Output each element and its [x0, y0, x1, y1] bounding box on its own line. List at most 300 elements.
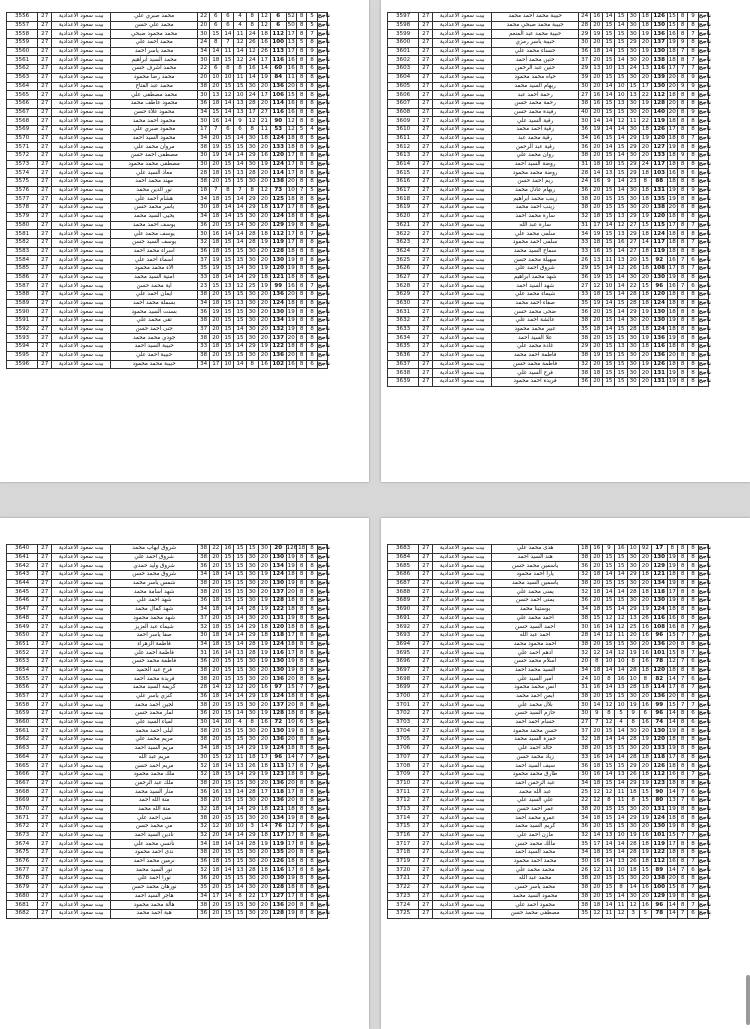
grade-cell: 8 — [688, 805, 698, 814]
grade-cell: 20 — [287, 901, 295, 908]
grade-cell: 27 — [579, 718, 591, 727]
result-status: ناجح — [698, 195, 712, 202]
result-status: ناجح — [317, 117, 331, 124]
seat-number: 3581 — [7, 230, 38, 239]
table-row — [388, 291, 744, 300]
grade-cell: 16 — [668, 771, 676, 778]
grade-cell: 20 — [210, 779, 222, 788]
grade-cell: 16 — [668, 282, 676, 289]
grade-cell: 12 — [591, 909, 603, 918]
grade-cell: 30 — [627, 21, 639, 30]
grade-cell: 14 — [210, 47, 222, 56]
grade-cell: 30 — [246, 256, 258, 265]
grade-cell: 15 — [603, 73, 615, 82]
grade-cell: 15 — [222, 579, 234, 588]
result-status: ناجح — [317, 100, 331, 107]
grade-cell: 27 — [579, 91, 591, 100]
grade-cell: 96 — [651, 901, 667, 910]
grade-cell: 16 — [639, 718, 651, 727]
grade-cell: 11 — [222, 47, 234, 56]
result-status: ناجح — [698, 719, 712, 726]
school-name: بيت سعود الاعدادية — [52, 823, 111, 832]
grade-cell: 15 — [627, 82, 639, 91]
grade-cell: 8 — [296, 160, 306, 169]
grade-cell: 8 — [627, 718, 639, 727]
school-name: بيت سعود الاعدادية — [52, 282, 111, 291]
grade-cell: 28 — [246, 649, 258, 658]
seat-number: 3576 — [7, 186, 38, 195]
grade-cell: 36 — [198, 710, 210, 719]
grade-cell: 15 — [603, 579, 615, 588]
school-name: بيت سعود الاعدادية — [52, 736, 111, 745]
result-status: ناجح — [698, 606, 712, 613]
grade-cell: 8 — [307, 56, 317, 65]
grade-cell: 15 — [603, 334, 615, 343]
school-name: بيت سعود الاعدادية — [52, 360, 111, 369]
grade-cell: 14 — [234, 692, 246, 701]
table-row — [388, 770, 744, 779]
grade-cell: 14 — [615, 605, 627, 614]
grade-cell: 20 — [591, 73, 603, 82]
grade-cell: 20 — [639, 152, 651, 161]
grade-cell: 15 — [603, 308, 615, 317]
seat-number: 3640 — [7, 545, 38, 554]
grade-cell: 124 — [653, 230, 666, 237]
class-number: 27 — [419, 640, 433, 649]
class-number: 27 — [38, 875, 52, 884]
seat-number: 3590 — [7, 308, 38, 317]
result-status: ناجح — [317, 788, 331, 795]
grade-cell: 10 — [603, 65, 615, 74]
grade-cell: 32 — [198, 805, 210, 814]
grade-cell: 30 — [246, 308, 258, 317]
grade-cell: 15 — [603, 553, 615, 562]
grade-cell: 15 — [222, 875, 234, 884]
grade-cell: 28 — [627, 291, 639, 300]
result-status: ناجح — [698, 378, 712, 385]
table-row — [388, 325, 744, 334]
grade-cell: 13 — [591, 256, 603, 265]
result-status: ناجح — [317, 352, 331, 359]
grade-cell: 18 — [287, 134, 295, 141]
grade-cell: 30 — [246, 675, 258, 684]
grade-cell: 8 — [591, 657, 603, 666]
grade-cell: 8 — [688, 753, 698, 762]
grade-cell: 16 — [639, 649, 651, 658]
grade-cell: 8 — [615, 883, 627, 892]
grade-cell: 29 — [627, 212, 639, 221]
student-name: محمود السيد محمد — [492, 892, 579, 901]
grade-cell: 14 — [234, 160, 246, 169]
grade-cell: 28 — [627, 849, 639, 858]
grade-cell: 15 — [603, 823, 615, 832]
school-name: بيت سعود الاعدادية — [433, 805, 492, 814]
grade-cell: 8 — [307, 796, 317, 805]
table-row — [7, 238, 363, 247]
grade-cell: 8 — [688, 640, 698, 649]
class-number: 27 — [38, 727, 52, 736]
grade-cell: 15 — [222, 134, 234, 143]
school-name: بيت سعود الاعدادية — [52, 291, 111, 300]
grade-cell: 6 — [639, 710, 651, 719]
result-status: ناجح — [698, 658, 712, 665]
school-name: بيت سعود الاعدادية — [433, 684, 492, 693]
grade-cell: 30 — [198, 152, 210, 161]
grade-cell: 15 — [234, 562, 246, 571]
grade-cell: 14 — [222, 108, 234, 117]
grade-cell: 76 — [270, 823, 286, 832]
grade-cell: 8 — [603, 710, 615, 719]
grade-cell: 30 — [579, 82, 591, 91]
grade-cell: 15 — [615, 762, 627, 771]
grade-cell: 11 — [615, 788, 627, 797]
grade-cell: 32 — [579, 649, 591, 658]
grade-cell: 20 — [639, 875, 651, 884]
table-row — [7, 30, 363, 39]
table-row — [7, 308, 363, 317]
grade-cell: 14 — [234, 614, 246, 623]
grade-cell: 8 — [688, 317, 698, 326]
table-row — [388, 779, 744, 788]
table-row — [7, 875, 363, 884]
grade-cell: 24 — [246, 56, 258, 65]
grade-cell: 8 — [307, 308, 317, 317]
school-name: بيت سعود الاعدادية — [52, 744, 111, 753]
grade-cell: 20 — [258, 317, 270, 326]
grade-cell: 8 — [296, 875, 306, 884]
grade-cell: 96 — [270, 753, 286, 762]
grade-cell: 14 — [222, 117, 234, 126]
class-number: 27 — [419, 710, 433, 719]
grade-cell: 30 — [246, 588, 258, 597]
result-status: ناجح — [317, 840, 331, 847]
grade-cell: 14 — [603, 736, 615, 745]
grade-cell: 14 — [234, 343, 246, 352]
table-row — [388, 588, 744, 597]
grade-cell: 23 — [627, 178, 639, 187]
student-name: رفيدة محمد حسن — [492, 108, 579, 117]
grade-cell: 17 — [258, 91, 270, 100]
grade-cell: 20 — [210, 317, 222, 326]
table-row — [7, 701, 363, 710]
grade-cell: 14 — [222, 649, 234, 658]
grade-cell: 124 — [653, 606, 666, 613]
seat-number: 3620 — [388, 212, 419, 221]
result-status: ناجح — [317, 308, 331, 315]
grade-cell: 15 — [234, 351, 246, 360]
result-status: ناجح — [698, 221, 712, 228]
grade-cell: 18 — [210, 56, 222, 65]
class-number: 27 — [38, 343, 52, 352]
seat-number: 3665 — [7, 762, 38, 771]
seat-number: 3717 — [388, 840, 419, 849]
grade-cell: 18 — [258, 204, 270, 213]
grade-cell: 15 — [615, 360, 627, 369]
table-row — [388, 571, 744, 580]
student-name: ملك محمد محمود — [111, 770, 198, 779]
grade-cell: 12 — [222, 753, 234, 762]
student-name: منة الله محمد — [111, 805, 198, 814]
class-number: 27 — [38, 631, 52, 640]
result-status: ناجح — [317, 719, 331, 726]
grade-cell: 20 — [639, 553, 651, 562]
grade-cell: 8 — [688, 195, 698, 204]
grade-cell: 30 — [246, 579, 258, 588]
student-name: رحمة محمد حسن — [492, 99, 579, 108]
grade-cell: 14 — [222, 152, 234, 161]
table-row — [388, 82, 744, 91]
result-status: ناجح — [317, 571, 331, 578]
grade-cell: 14 — [603, 840, 615, 849]
grade-cell: 14 — [222, 631, 234, 640]
student-name: حبيبة محمد صبحي محمد — [492, 21, 579, 30]
grade-cell: 8 — [246, 125, 258, 134]
student-name: شهد السيد احمد — [492, 282, 579, 291]
grade-cell: 8 — [307, 343, 317, 352]
seat-number: 3660 — [7, 718, 38, 727]
seat-number: 3565 — [7, 91, 38, 100]
grade-cell: 18 — [287, 597, 295, 604]
grade-cell: 15 — [639, 221, 651, 230]
seat-number: 3622 — [388, 230, 419, 239]
grade-cell: 15 — [234, 657, 246, 666]
student-name: حنين محمد احمد — [492, 56, 579, 65]
result-status: ناجح — [317, 614, 331, 621]
result-status: ناجح — [698, 91, 712, 98]
school-name: بيت سعود الاعدادية — [433, 909, 492, 918]
seat-number: 3611 — [388, 134, 419, 143]
school-name: بيت سعود الاعدادية — [433, 901, 492, 910]
grade-cell: 8 — [688, 39, 698, 48]
table-row — [388, 134, 744, 143]
table-row — [388, 909, 744, 918]
grade-cell: 19 — [287, 317, 295, 324]
grade-cell: 8 — [677, 571, 687, 580]
grade-cell: 131 — [653, 369, 666, 376]
seat-number: 3614 — [388, 160, 419, 169]
school-name: بيت سعود الاعدادية — [433, 334, 492, 343]
grade-cell: 119 — [653, 117, 666, 124]
class-number: 27 — [419, 788, 433, 797]
school-name: بيت سعود الاعدادية — [52, 299, 111, 308]
grade-cell: 34 — [198, 640, 210, 649]
table-row — [7, 892, 363, 901]
student-name: زياد محمد حسن — [492, 753, 579, 762]
grade-cell: 8 — [296, 47, 306, 56]
school-name: بيت سعود الاعدادية — [433, 186, 492, 195]
grade-cell: 15 — [210, 282, 222, 291]
grade-cell: 136 — [653, 640, 666, 647]
grade-cell: 14 — [603, 649, 615, 658]
grade-cell: 8 — [677, 186, 687, 195]
student-name: فرح السيد علي — [492, 369, 579, 378]
grade-cell: 6 — [270, 13, 286, 22]
grade-cell: 18 — [210, 273, 222, 282]
grade-cell: 19 — [591, 299, 603, 308]
grade-cell: 29 — [246, 831, 258, 840]
grade-cell: 9 — [677, 39, 687, 48]
seat-number: 3699 — [388, 684, 419, 693]
grade-cell: 8 — [688, 840, 698, 849]
grade-cell: 120 — [653, 134, 666, 141]
grade-cell: 18 — [639, 247, 651, 256]
grade-cell: 8 — [296, 788, 306, 797]
grade-cell: 8 — [296, 56, 306, 65]
grade-cell: 18 — [627, 866, 639, 875]
grade-cell: 8 — [677, 762, 687, 771]
result-status: ناجح — [317, 745, 331, 752]
grade-cell: 130 — [272, 554, 285, 561]
school-name: بيت سعود الاعدادية — [433, 823, 492, 832]
grade-cell: 26 — [627, 857, 639, 866]
grade-cell: 38 — [198, 317, 210, 326]
result-status: ناجح — [698, 745, 712, 752]
grade-cell: 15 — [615, 875, 627, 884]
grade-cell: 125 — [272, 195, 285, 202]
result-status: ناجح — [317, 273, 331, 280]
grade-cell: 6 — [307, 823, 317, 832]
grade-cell: 16 — [591, 545, 603, 554]
table-row — [388, 21, 744, 30]
student-name: ايمن احمد محمد — [492, 692, 579, 701]
result-status: ناجح — [317, 326, 331, 333]
table-row — [388, 125, 744, 134]
grade-cell: 8 — [688, 562, 698, 571]
grade-cell: 8 — [677, 108, 687, 117]
grade-cell: 10 — [287, 187, 295, 194]
grade-cell: 18 — [258, 631, 270, 640]
grade-cell: 8 — [677, 351, 687, 360]
grade-cell: 20 — [639, 39, 651, 48]
grade-cell: 32 — [579, 736, 591, 745]
grade-cell: 7 — [677, 256, 687, 265]
school-name: بيت سعود الاعدادية — [52, 640, 111, 649]
grade-cell: 15 — [234, 212, 246, 221]
student-name: كريم السيد محمد — [492, 823, 579, 832]
class-number: 27 — [419, 21, 433, 30]
grade-cell: 8 — [688, 91, 698, 100]
grade-cell: 20 — [639, 692, 651, 701]
grade-cell: 30 — [246, 814, 258, 823]
grade-cell: 12 — [615, 264, 627, 273]
grade-cell: 15 — [603, 369, 615, 378]
class-number: 27 — [38, 701, 52, 710]
grade-cell: 20 — [210, 134, 222, 143]
grade-cell: 15 — [639, 796, 651, 805]
seat-number: 3582 — [7, 238, 38, 247]
grade-cell: 18 — [668, 91, 676, 98]
table-row — [7, 256, 363, 265]
class-number: 27 — [38, 571, 52, 580]
result-status: ناجح — [698, 56, 712, 63]
grade-cell: 84 — [270, 73, 286, 82]
grade-cell: 17 — [287, 892, 295, 899]
seat-number: 3708 — [388, 762, 419, 771]
grade-cell: 8 — [307, 256, 317, 265]
grade-cell: 126 — [272, 858, 285, 865]
grade-cell: 14 — [222, 212, 234, 221]
school-name: بيت سعود الاعدادية — [433, 360, 492, 369]
scrollbar-thumb[interactable] — [746, 975, 750, 1025]
grade-cell: 138 — [653, 875, 666, 882]
school-name: بيت سعود الاعدادية — [52, 571, 111, 580]
grade-cell: 8 — [307, 909, 317, 918]
table-row — [388, 718, 744, 727]
grade-cell: 8 — [677, 117, 687, 126]
class-number: 27 — [419, 369, 433, 378]
grade-cell: 12 — [603, 614, 615, 623]
grade-cell: 8 — [307, 579, 317, 588]
grade-cell: 72 — [270, 718, 286, 727]
grade-cell: 8 — [296, 273, 306, 282]
grade-cell: 15 — [615, 13, 627, 22]
class-number: 27 — [38, 779, 52, 788]
grade-cell: 8 — [307, 273, 317, 282]
grade-cell: 20 — [258, 351, 270, 360]
grade-cell: 8 — [296, 814, 306, 823]
student-name: مالك محمد حسن — [492, 840, 579, 849]
grade-cell: 8 — [307, 631, 317, 640]
grade-cell: 20 — [287, 178, 295, 185]
grade-cell: 12 — [287, 117, 295, 124]
grade-cell: 12 — [603, 701, 615, 710]
grade-cell: 8 — [677, 56, 687, 65]
result-status: ناجح — [698, 300, 712, 307]
grade-cell: 136 — [653, 693, 666, 700]
grade-cell: 18 — [668, 48, 676, 55]
grade-cell: 8 — [677, 666, 687, 675]
grade-cell: 20 — [639, 823, 651, 832]
grade-cell: 130 — [653, 308, 666, 315]
result-status: ناجح — [317, 143, 331, 150]
grade-cell: 12 — [258, 186, 270, 195]
school-name: بيت سعود الاعدادية — [52, 666, 111, 675]
school-name: بيت سعود الاعدادية — [433, 65, 492, 74]
result-status: ناجح — [698, 884, 712, 891]
grade-cell: 8 — [222, 186, 234, 195]
school-name: بيت سعود الاعدادية — [52, 901, 111, 910]
result-status: ناجح — [698, 247, 712, 254]
student-name: مهند محمد احمد — [111, 178, 198, 187]
student-name: محمد ياسر حسن — [492, 883, 579, 892]
seat-number: 3564 — [7, 82, 38, 91]
grade-cell: 20 — [258, 291, 270, 300]
table-row — [388, 369, 744, 378]
grade-cell: 14 — [615, 753, 627, 762]
grade-cell: 14 — [668, 675, 676, 682]
grade-cell: 28 — [627, 299, 639, 308]
grade-cell: 14 — [627, 883, 639, 892]
page-top-left — [0, 0, 369, 482]
grade-cell: 29 — [627, 143, 639, 152]
grade-cell: 136 — [653, 30, 666, 37]
student-name: حسام احمد احمد — [492, 718, 579, 727]
student-name: محمود صبري علي — [111, 125, 198, 134]
grade-cell: 80 — [651, 796, 667, 805]
grade-cell: 78 — [651, 909, 667, 918]
grade-cell: 14 — [222, 892, 234, 901]
grade-cell: 18 — [287, 213, 295, 220]
grade-cell: 20 — [287, 779, 295, 786]
school-name: بيت سعود الاعدادية — [52, 701, 111, 710]
table-row — [7, 230, 363, 239]
grade-cell: 20 — [591, 360, 603, 369]
grade-cell: 14 — [234, 273, 246, 282]
student-name: هند السيد احمد — [492, 553, 579, 562]
school-name: بيت سعود الاعدادية — [52, 30, 111, 39]
grade-cell: 15 — [234, 334, 246, 343]
result-status: ناجح — [317, 178, 331, 185]
